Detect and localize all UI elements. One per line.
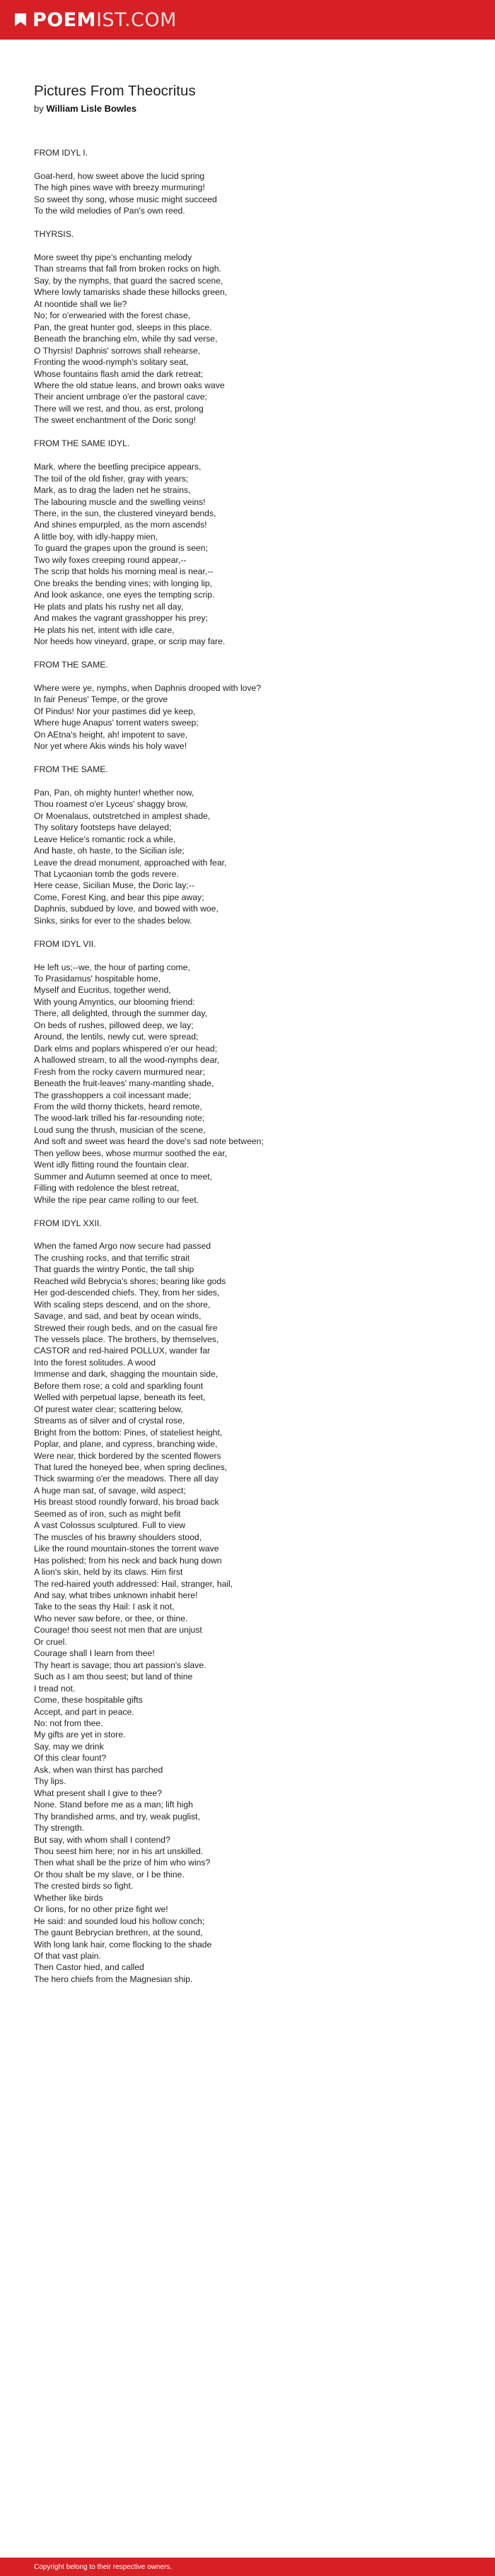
poem-line: The wood-lark trilled his far-resounding note; (34, 1113, 205, 1124)
stanza (34, 252, 458, 426)
poem-line: Fronting the wood-nymph's solitary seat, (34, 357, 189, 368)
poem-line: Or Moenalaus, outstretched in amplest shade, (34, 810, 211, 821)
byline (34, 103, 458, 115)
poem-line: Then what shall be the prize of him who wins? (34, 1858, 211, 1868)
poem-line: The scrip that holds his morning meal is near,-- (34, 566, 214, 577)
poem-line: And say, what tribes unknown inhabit here! (34, 1590, 198, 1600)
poem-line: FROM THE SAME. (34, 764, 108, 774)
poem-line: Ask, when wan thirst has parched (34, 1764, 163, 1775)
poem-line: Of that vast plain. (34, 1951, 101, 1962)
poem-line: Thou roamest o'er Lyceus' shaggy brow, (34, 799, 188, 810)
poem-line: My gifts are yet in store. (34, 1730, 126, 1740)
poem-line: The sweet enchantment of the Doric song! (34, 415, 196, 426)
poem-line: A hallowed stream, to all the wood-nymphs dear, (34, 1055, 220, 1066)
poem-line: Beneath the fruit-leaves' many-mantling shade, (34, 1078, 214, 1089)
poem-line: Or lions, for no other prize fight we! (34, 1904, 168, 1915)
stanza (34, 764, 458, 775)
poem-line: Here cease, Sicilian Muse, the Doric lay;-- (34, 880, 194, 891)
poem-line: With scaling steps descend, and on the shore, (34, 1299, 211, 1310)
stanza (34, 962, 458, 1206)
poem-line: In fair Peneus' Tempe, or the grove (34, 694, 168, 705)
poem-line: The muscles of his brawny shoulders stood, (34, 1532, 202, 1542)
poem-line: Summer and Autumn seemed at once to meet, (34, 1171, 213, 1182)
poem-line: Whose fountains flash amid the dark retreat; (34, 368, 204, 379)
poem-line: Were near, thick bordered by the scented flowers (34, 1450, 221, 1461)
poem-line: To the wild melodies of Pan's own reed. (34, 206, 185, 216)
stanza (34, 1240, 458, 1985)
poem-line: The grasshoppers a coil incessant made; (34, 1090, 192, 1100)
copyright-text: Copyright belong to their respective owners. (34, 2563, 173, 2571)
poem-line: Seemed as of iron, such as might befit (34, 1508, 181, 1519)
poem-line: Where the old statue leans, and brown oaks wave (34, 380, 225, 391)
poem-line: And soft and sweet was heard the dove's sad note between; (34, 1136, 264, 1147)
poem-line: Where huge Anapus' torrent waters sweep; (34, 718, 199, 728)
poem-line: To Prasidamus' hospitable home, (34, 974, 161, 984)
poem-line: Nor yet where Akis winds his holy wave! (34, 741, 187, 751)
stanza (34, 682, 458, 752)
poem-line: FROM THE SAME IDYL. (34, 438, 130, 449)
poem-line: The gaunt Bebrycian brethren, at the sound, (34, 1928, 203, 1938)
poem-line: Savage, and sad, and beat by ocean winds, (34, 1311, 202, 1322)
poem-line: Filling with redolence the blest retreat, (34, 1183, 180, 1194)
poem-line: Come, Forest King, and bear this pipe away; (34, 892, 204, 902)
poem-line: Come, these hospitable gifts (34, 1695, 143, 1706)
site-header (0, 0, 495, 40)
poem-line: Thy solitary footsteps have delayed; (34, 822, 172, 833)
poem-line: Pan, Pan, oh mighty hunter! whether now, (34, 787, 194, 798)
poem-line: Thy heart is savage; thou art passion's slave. (34, 1660, 206, 1670)
poem-line: Like the round mountain-stones the torrent wave (34, 1544, 219, 1554)
poem-line: And haste, oh haste, to the Sicilian isle; (34, 846, 185, 856)
poem-line: He plats his net, intent with idle care, (34, 624, 175, 635)
poem-line: Mark, as to drag the laden net he strains, (34, 485, 191, 496)
poem-line: CASTOR and red-haired POLLUX, wander far (34, 1346, 211, 1356)
poem-line: Say, by the nymphs, that guard the sacred scene, (34, 275, 223, 286)
poem-line: Accept, and part in peace. (34, 1706, 134, 1717)
poem-line: There will we rest, and thou, as erst, prolong (34, 403, 204, 414)
poem-line: Of Pindus! Nor your pastimes did ye keep, (34, 706, 196, 716)
poem-line: The high pines wave with breezy murmuring! (34, 182, 205, 193)
poem-line: The hero chiefs from the Magnesian ship. (34, 1974, 193, 1984)
poem-line: FROM IDYL I. (34, 148, 88, 158)
poem-line: Nor heeds how vineyard, grape, or scrip may fare. (34, 636, 226, 646)
poem-line: FROM IDYL VII. (34, 938, 96, 949)
poem-line: Of this clear fount? (34, 1753, 107, 1764)
poem-line: Where were ye, nymphs, when Daphnis drooped with love? (34, 682, 262, 693)
poem-line: One breaks the bending vines; with longing lip, (34, 578, 213, 588)
poem-line: No; for o'erwearied with the forest chase, (34, 310, 191, 321)
poem-line: Poplar, and plane, and cypress, branching wide, (34, 1439, 218, 1450)
poem-line: He plats and plats his rushy net all day, (34, 601, 184, 612)
bookmark-icon (14, 13, 27, 27)
poem-line: Myself and Eucritus, together wend, (34, 985, 171, 996)
poem-line: On beds of rushes, pillowed deep, we lay; (34, 1020, 194, 1030)
poem-line: Thy brandished arms, and try, weak puglist, (34, 1811, 200, 1822)
poem-line: Into the forest solitudes. A wood (34, 1357, 156, 1368)
stanza (34, 461, 458, 647)
stanza (34, 938, 458, 950)
poem-line: FROM IDYL XXII. (34, 1218, 102, 1228)
poem-line: Courage! thou seest not men that are unjust (34, 1625, 202, 1636)
poem-line: That Lycaonian tomb the gods revere. (34, 868, 179, 879)
poem-line: And shines empurpled, as the morn ascends! (34, 520, 207, 530)
poem-line: The labouring muscle and the swelling veins! (34, 496, 206, 507)
poem-line: So sweet thy song, whose music might succeed (34, 194, 217, 204)
poem-line: Went idly flitting round the fountain clear. (34, 1160, 190, 1170)
poem-line: He left us;--we, the hour of parting come, (34, 962, 190, 972)
poem-line: Courage shall I learn from thee! (34, 1648, 155, 1659)
poem-line: Their ancient umbrage o'er the pastoral cave; (34, 392, 207, 402)
poem-line: Then yellow bees, whose murmur soothed the ear, (34, 1148, 228, 1158)
poem-line: Bright from the bottom: Pines, of stateliest height, (34, 1427, 223, 1438)
stanza (34, 147, 458, 158)
poem-line: O Thyrsis! Daphnis' sorrows shall rehearse, (34, 345, 201, 356)
poem-line: On AEtna's height, ah! impotent to save, (34, 729, 188, 740)
poem-line: The vessels place. The brothers, by themselves, (34, 1334, 219, 1345)
poem-line: Take to the seas thy Hail: I ask it not, (34, 1602, 175, 1612)
poem-content (34, 82, 458, 1997)
poem-line: At noontide shall we lie? (34, 298, 127, 309)
poem-line: There, in the sun, the clustered vineyard bends, (34, 508, 216, 518)
poem-line: And makes the vagrant grasshopper his prey; (34, 613, 208, 624)
poem-line: Than streams that fall from broken rocks on high. (34, 264, 221, 274)
poem-line: No: not from thee. (34, 1718, 103, 1728)
poem-line: Welled with perpetual lapse, beneath its feet, (34, 1392, 206, 1403)
poem-title: Pictures From Theocritus (34, 83, 196, 99)
poem-line: More sweet thy pipe's enchanting melody (34, 252, 192, 263)
poem-line: The red-haired youth addressed: Hail, stranger, hail, (34, 1578, 233, 1589)
poem-line: Around, the lentils, newly cut, were spread; (34, 1032, 199, 1042)
author-link[interactable]: William Lisle Bowles (46, 103, 137, 114)
stanza (34, 170, 458, 217)
poem-line: Whether like birds (34, 1892, 103, 1903)
poem-line: The crushing rocks, and that terrific strait (34, 1252, 190, 1263)
poem-line: FROM THE SAME. (34, 659, 108, 670)
site-footer (0, 2558, 495, 2576)
poem-line: With young Amyntics, our blooming friend: (34, 996, 195, 1007)
poem-line: Her god-descended chiefs. They, from her sides, (34, 1288, 220, 1298)
poem-line: Or cruel. (34, 1636, 67, 1647)
poem-line: With long lank hair, come flocking to the shade (34, 1939, 212, 1950)
stanza (34, 787, 458, 926)
poem-line: Of purest water clear; scattering below, (34, 1404, 183, 1414)
poem-line: There, all delighted, through the summer day, (34, 1008, 208, 1019)
poem-line: Say, may we drink (34, 1741, 104, 1752)
poem-line: From the wild thorny thickets, heard remote, (34, 1101, 202, 1112)
poem-line: Leave the dread monument, approached with fear, (34, 857, 227, 868)
poem-line: Has polished; from his neck and back hung down (34, 1555, 222, 1566)
poem-line: Thy lips. (34, 1776, 66, 1787)
poem-line: Mark, where the beetling precipice appears, (34, 462, 202, 472)
poem-line: Where lowly tamarisks shade these hillocks green, (34, 287, 227, 298)
poem-line: THYRSIS. (34, 229, 74, 240)
poem-line: Strewed their rough beds, and on the casual fire (34, 1322, 218, 1333)
site-logo[interactable] (14, 9, 177, 31)
poem-line: A little boy, with idly-happy mien, (34, 531, 158, 542)
poem-line: But say, with whom shall I contend? (34, 1834, 170, 1845)
poem-line: The toil of the old fisher, gray with years; (34, 473, 189, 484)
stanza (34, 659, 458, 670)
poem-line: He said: and sounded loud his hollow conch; (34, 1916, 205, 1926)
poem-line: Reached wild Bebrycia's shores; bearing like gods (34, 1276, 226, 1286)
poem-line: Immense and dark, shagging the mountain side, (34, 1369, 219, 1380)
poem-line: A lion's skin, held by its claws. Him first (34, 1567, 183, 1578)
poem-line: Goat-herd, how sweet above the lucid spring (34, 170, 205, 181)
poem-line: What present shall I give to thee? (34, 1788, 162, 1798)
logo-text-strong: POEM (33, 8, 97, 31)
poem-line: While the ripe pear came rolling to our feet. (34, 1194, 199, 1205)
poem-line: Thick swarming o'er the meadows. There all day (34, 1474, 219, 1484)
poem-line: Sinks, sinks for ever to the shades below. (34, 915, 192, 926)
poem-line: When the famed Argo now secure had passed (34, 1241, 211, 1252)
poem-line: Loud sung the thrush, musician of the scene, (34, 1124, 206, 1135)
logo-text-light: IST.COM (96, 8, 177, 31)
poem-line: Thy strength. (34, 1823, 85, 1834)
poem-line: A vast Colossus sculptured. Full to view (34, 1520, 186, 1531)
stanza (34, 228, 458, 240)
poem-line: Fresh from the rocky cavern murmured near; (34, 1066, 205, 1077)
byline-prefix: by (34, 103, 47, 114)
poem-line: Leave Helice's romantic rock a while, (34, 834, 176, 844)
poem-line: Streams as of silver and of crystal rose, (34, 1416, 185, 1426)
poem-line: I tread not. (34, 1683, 76, 1694)
poem-line: That lured the honeyed bee, when spring declines, (34, 1462, 228, 1472)
poem-line: Daphnis, subdued by love, and bowed with woe, (34, 904, 219, 914)
poem-line: Before them rose; a cold and sparkling fount (34, 1380, 204, 1391)
poem-line: A huge man sat, of savage, wild aspect; (34, 1485, 186, 1496)
poem-line: His breast stood roundly forward, his broad back (34, 1497, 219, 1508)
poem-line: Thou seest him here; nor in his art unskilled. (34, 1846, 204, 1856)
stanza (34, 438, 458, 449)
poem-line: Pan, the great hunter god, sleeps in this place. (34, 322, 212, 332)
poem-line: Who never saw before, or thee, or thine. (34, 1613, 188, 1624)
poem-line: Such as I am thou seest; but land of thine (34, 1672, 193, 1682)
stanza (34, 1218, 458, 1229)
poem-body (34, 147, 458, 1985)
poem-line: That guards the wintry Pontic, the tall ship (34, 1264, 194, 1275)
poem-line: The crested birds so fight. (34, 1881, 134, 1892)
poem-line: Two wily foxes creeping round appear,-- (34, 554, 187, 565)
poem-line: Or thou shalt be my slave, or I be thine. (34, 1869, 185, 1879)
poem-line: Beneath the branching elm, while thy sad verse, (34, 334, 218, 344)
poem-line: To guard the grapes upon the ground is seen; (34, 543, 208, 554)
poem-line: Dark elms and poplars whispered o'er our head; (34, 1043, 218, 1054)
poem-line: And look askance, one eyes the tempting scrip. (34, 590, 215, 600)
poem-line: None. Stand before me as a man; lift high (34, 1800, 193, 1810)
poem-line: Then Castor hied, and called (34, 1962, 144, 1973)
